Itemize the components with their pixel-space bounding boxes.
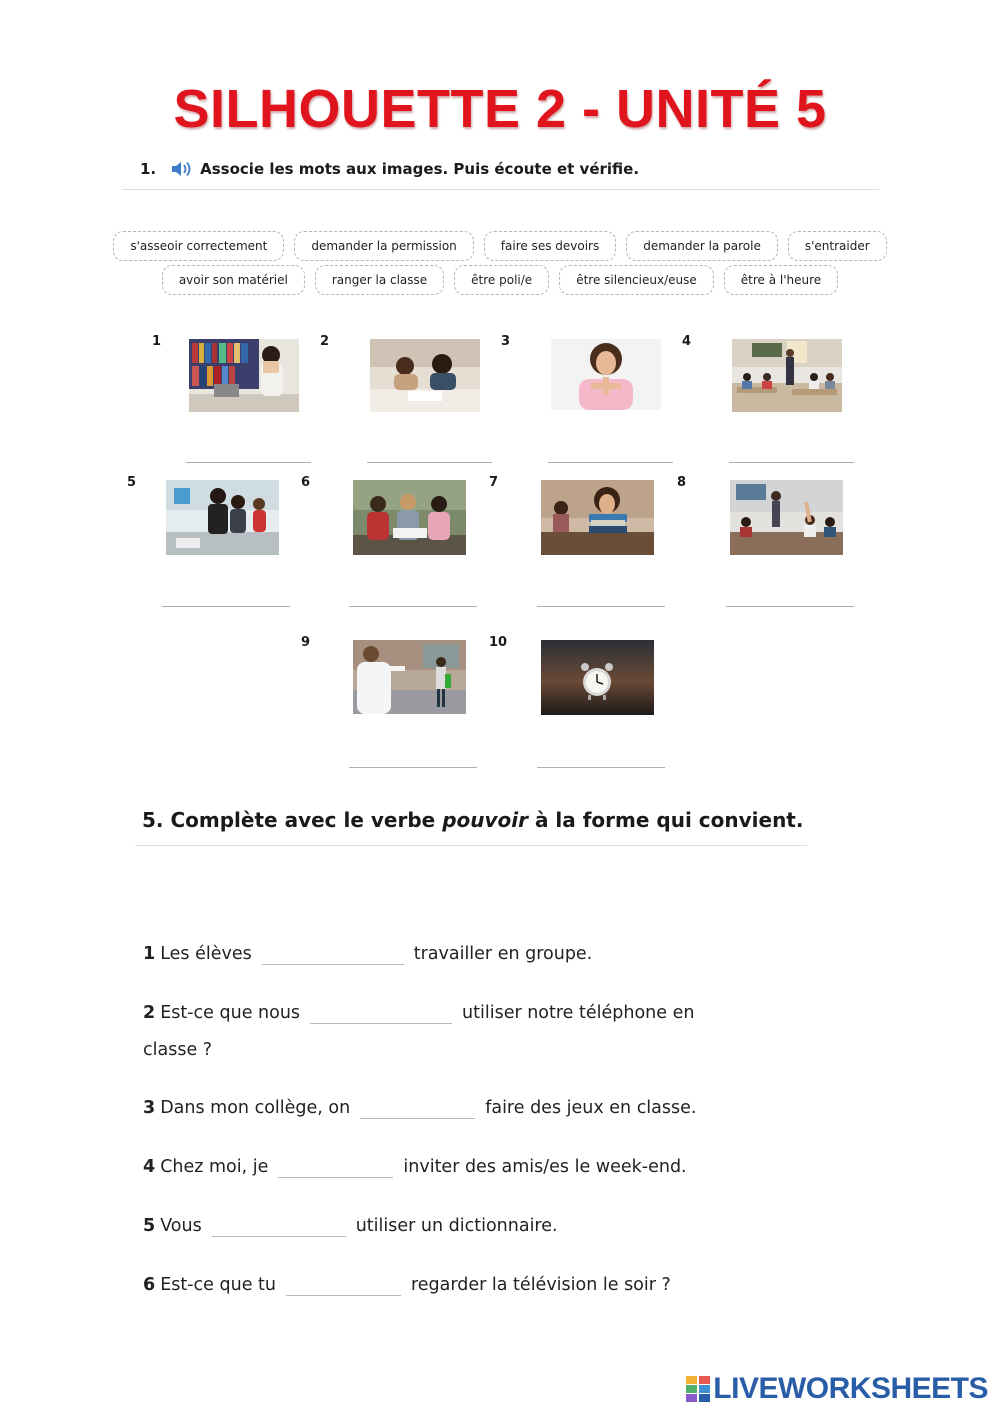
answer-line[interactable]: [367, 462, 492, 463]
sentence-before: Est-ce que tu: [160, 1275, 276, 1295]
sentence-before: Vous: [160, 1216, 202, 1236]
answer-blank[interactable]: [286, 1273, 401, 1296]
picture-students-group-reading: [353, 480, 466, 555]
sentence-1: [143, 942, 592, 965]
brand-text: LIVEWORKSHEETS: [713, 1372, 988, 1405]
sentence-after: utiliser un dictionnaire.: [355, 1216, 558, 1236]
sentence-number: 5: [143, 1216, 156, 1236]
sentence-4: [143, 1155, 687, 1178]
sentence-number: 1: [143, 944, 156, 964]
speaker-icon[interactable]: [170, 159, 194, 179]
sentence-after: faire des jeux en classe.: [485, 1098, 697, 1118]
picture-raising-hand: [730, 480, 843, 555]
word-chip[interactable]: être poli/e: [454, 265, 549, 295]
picture-number: 3: [501, 334, 511, 349]
answer-blank[interactable]: [262, 942, 404, 965]
exercise-5-verb: pouvoir: [442, 808, 528, 832]
answer-line[interactable]: [349, 767, 477, 768]
sentence-number: 2: [143, 1003, 156, 1023]
exercise-1-number: 1.: [140, 160, 157, 178]
answer-line[interactable]: [186, 462, 311, 463]
answer-line[interactable]: [729, 462, 854, 463]
picture-alarm-clock: [541, 640, 654, 715]
worksheet-title: SILHOUETTE 2 - UNITÉ 5: [173, 79, 827, 139]
word-chip[interactable]: s'asseoir correctement: [113, 231, 284, 261]
answer-line[interactable]: [726, 606, 854, 607]
sentence-after: inviter des amis/es le week-end.: [403, 1157, 687, 1177]
sentence-2-continuation: classe ?: [143, 1040, 213, 1060]
word-bank-row-2: [120, 265, 880, 295]
sentence-6: [143, 1273, 671, 1296]
sentence-after: travailler en groupe.: [413, 944, 593, 964]
word-chip[interactable]: demander la permission: [294, 231, 473, 261]
answer-line[interactable]: [537, 767, 665, 768]
word-bank-row-1: [120, 231, 880, 261]
answer-blank[interactable]: [212, 1214, 346, 1237]
word-chip[interactable]: être silencieux/euse: [559, 265, 714, 295]
sentence-before: Est-ce que nous: [160, 1003, 301, 1023]
picture-boy-timeout-gesture: [551, 339, 661, 410]
word-chip[interactable]: s'entraider: [788, 231, 887, 261]
exercise-1-instruction: Associe les mots aux images. Puis écoute et vérifie.: [200, 160, 640, 178]
picture-number: 10: [489, 635, 508, 650]
picture-number: 8: [677, 475, 687, 490]
exercise-5-number: 5.: [142, 808, 164, 832]
answer-blank[interactable]: [310, 1001, 452, 1024]
word-chip[interactable]: avoir son matériel: [162, 265, 305, 295]
word-chip[interactable]: ranger la classe: [315, 265, 444, 295]
picture-girl-with-books: [541, 480, 654, 555]
divider: [135, 845, 807, 846]
answer-blank[interactable]: [278, 1155, 393, 1178]
picture-number: 4: [682, 334, 692, 349]
picture-girls-studying: [370, 339, 480, 412]
picture-number: 2: [320, 334, 330, 349]
exercise-5-instruction-post: à la forme qui convient.: [534, 808, 804, 832]
picture-classroom-teacher: [732, 339, 842, 412]
picture-students-helping: [166, 480, 279, 555]
divider: [122, 189, 879, 190]
answer-line[interactable]: [162, 606, 290, 607]
picture-teacher-pointing-watch: [353, 640, 466, 714]
sentence-3: [143, 1096, 696, 1119]
sentence-5: [143, 1214, 558, 1237]
picture-number: 1: [152, 334, 162, 349]
sentence-after: regarder la télévision le soir ?: [410, 1275, 671, 1295]
picture-number: 5: [127, 475, 137, 490]
exercise-5-instruction-pre: Complète avec le verbe: [170, 808, 436, 832]
exercise-5-heading: [142, 808, 803, 832]
sentence-before: Les élèves: [160, 944, 252, 964]
word-chip[interactable]: faire ses devoirs: [484, 231, 616, 261]
answer-blank[interactable]: [360, 1096, 475, 1119]
answer-line[interactable]: [548, 462, 673, 463]
liveworksheets-brand: [686, 1372, 988, 1406]
sentence-number: 4: [143, 1157, 156, 1177]
answer-line[interactable]: [349, 606, 477, 607]
sentence-before: Dans mon collège, on: [160, 1098, 351, 1118]
picture-number: 9: [301, 635, 311, 650]
answer-line[interactable]: [537, 606, 665, 607]
exercise-1-heading: [140, 159, 639, 179]
sentence-number: 6: [143, 1275, 156, 1295]
sentence-after: utiliser notre téléphone en: [462, 1003, 695, 1023]
sentence-number: 3: [143, 1098, 156, 1118]
word-chip[interactable]: être à l'heure: [724, 265, 838, 295]
liveworksheets-logo-icon: [686, 1376, 710, 1402]
sentence-2: [143, 1001, 694, 1024]
picture-library-laptop: [189, 339, 299, 412]
picture-number: 7: [489, 475, 499, 490]
sentence-before: Chez moi, je: [160, 1157, 269, 1177]
word-chip[interactable]: demander la parole: [626, 231, 778, 261]
picture-number: 6: [301, 475, 311, 490]
